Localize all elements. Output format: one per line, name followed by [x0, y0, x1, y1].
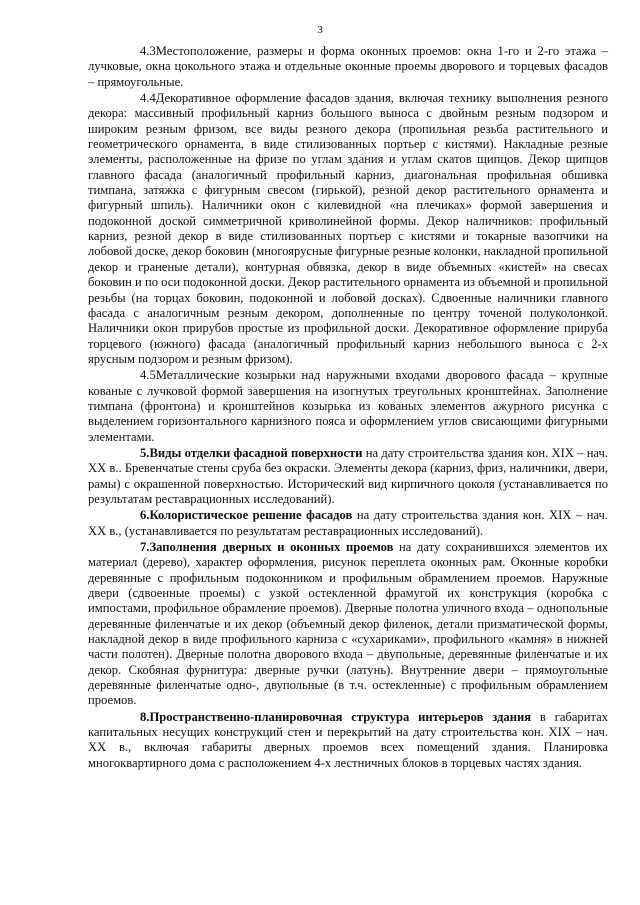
section-heading: Колористическое решение фасадов [149, 508, 353, 523]
section-5 [88, 446, 608, 507]
section-text: на дату сохранившихся элементов их материал (дерево), характер оформления, рисунок переплета оконных рам. Оконные коробки деревянные с профильным подоконником и профильным обрамлением проемов. Наружные двери (сдвоенные проемы) с узкой остекленной фрамугой их конструкция (коробка с импостами, профильное обрамление проемов). Дверные полотна уличного входа – однопольные деревянные филенчатые и их декор (объемный декор филенок, детали призматической формы, накладной декор в виде профильного карниза с «сухариками», профильного «камня» в нижней части полотен). Дверные полотна дворового входа – двупольные, деревянные филенчатые и их декор. Скобяная фурнитура: дверные ручки (латунь). Внутренние двери – прямоугольные деревянные филенчатые одно-, двупольные (в т.ч. остекленные) с профильным обрамлением проемов. [88, 540, 608, 708]
section-number: 8. [140, 709, 150, 724]
paragraph-number: 4.3 [140, 44, 156, 58]
paragraph-text: Декоративное оформление фасадов здания, включая технику выполнения резного декора: массивный профильный карниз большого выноса с двойным резным подзором и широким резным фризом, все виды резного декора (пропильная резьба растительного и геометрического орнамента, в виде стилизованных портьер с кистями). Накладные резные элементы, расположенные на фризе по углам здания и углам скатов щипцов. Декор щипцов главного фасада (аналогичный профильный карниз, диагональная профильная обшивка тимпана, затяжка с фигурным свесом (гирькой), резной декор растительного орнамента и фигурный шпиль). Наличники окон с килевидной «на плечиках» формой завершения и подоконной доской симметричной криволинейной формы. Декор наличников: профильный карниз, резной декор в виде стилизованных портьер с кистями и токарные вазопчики на лобовой доске, декор боковин (многоярусные фигурные резные колонки, накладной пропильной декор и граненые детали), контурная обвязка, декор в виде объемных «кистей» на свесах боковин и по оси подоконной доски. Декор растительного орнамента из объемной и пропильной резьбы (на торцах боковин, подоконной и лобовой досках). Сдвоенные наличники главного фасада с аналогичным резным декором, дополненные по центру точеной полуколонкой. Наличники окон прирубов простые из профильной доски. Декоративное оформление прируба торцевого (южного) фасада (аналогичный профильный карниз небольшого выноса с 2-х ярусным подзором и резным фризом). [88, 91, 608, 366]
section-text: на дату строительства здания кон. XIX – нач. XX в., (устанавливается по результатам реставрационных исследований). [88, 508, 609, 538]
section-heading: Пространственно-планировочная структура интерьеров здания [149, 709, 532, 724]
section-number: 7. [140, 540, 150, 554]
paragraph-number: 4.5 [140, 368, 156, 383]
paragraph-text: Металлические козырьки над наружными входами дворового фасада – крупные кованые с лучковой формой завершения на изогнутых треугольных кронштейнах. Заполнение тимпана (фронтона) и кронштейнов козырька из кованых элементов ажурного рисунка с выделением горизонтального карнизного пояса и оформлением углов свисающими фигурными элементами. [88, 368, 608, 444]
document-body [88, 44, 608, 772]
section-8 [88, 710, 608, 771]
section-text: на дату строительства здания кон. XIX – нач. XX в.. Бревенчатые стены сруба без окраски. Элементы декора (карниз, фриз, наличники, двери, рамы) с окрашенной поверхностью. Исторический вид кирпичного цоколя (устанавливается по результатам реставрационных исследований). [88, 445, 609, 506]
section-heading: Заполнения дверных и оконных проемов [149, 540, 394, 554]
section-heading: Виды отделки фасадной поверхности [149, 445, 363, 460]
section-number: 5. [140, 445, 150, 460]
section-text: в габаритах капитальных несущих конструкций стен и перекрытий на дату строительства кон. XIX – нач. XX в., включая габариты дверных проемов всех помещений здания. Планировка многоквартирного дома с расположением 4-х лестничных блоков в торцевых частях здания. [88, 709, 608, 770]
paragraph-text: Местоположение, размеры и форма оконных проемов: окна 1-го и 2-го этажа – лучковые, окна цокольного этажа и отдельные оконные проемы дворового и торцевых фасадов – прямоугольные. [88, 44, 608, 89]
paragraph-4-4 [88, 91, 608, 367]
paragraph-4-5 [88, 368, 608, 445]
paragraph-4-3 [88, 44, 608, 90]
section-7 [88, 540, 608, 709]
page-number: 3 [317, 24, 323, 36]
section-number: 6. [140, 508, 150, 523]
section-6 [88, 508, 608, 539]
paragraph-number: 4.4 [140, 91, 156, 106]
